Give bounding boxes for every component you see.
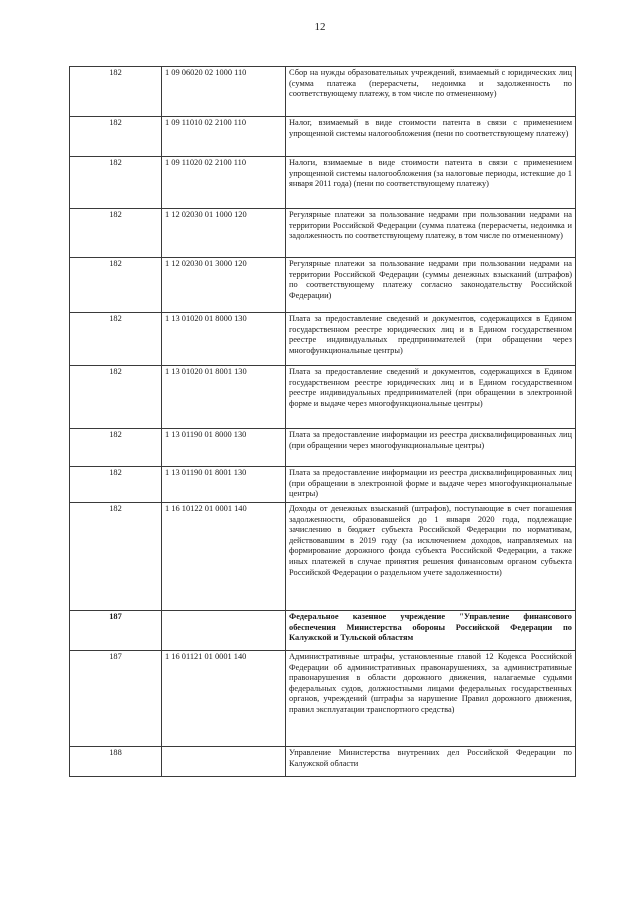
budget-code-cell: 1 09 06020 02 1000 110 bbox=[162, 67, 286, 117]
budget-code-cell: 1 16 01121 01 0001 140 bbox=[162, 651, 286, 747]
budget-code-cell: 1 13 01020 01 8001 130 bbox=[162, 366, 286, 429]
table-row bbox=[70, 258, 576, 313]
admin-code-cell: 182 bbox=[70, 258, 162, 313]
admin-code-cell: 182 bbox=[70, 429, 162, 467]
table-row bbox=[70, 67, 576, 117]
admin-code-cell: 182 bbox=[70, 366, 162, 429]
admin-code-cell: 182 bbox=[70, 503, 162, 611]
admin-code-cell: 182 bbox=[70, 157, 162, 209]
table-row bbox=[70, 366, 576, 429]
budget-code-cell bbox=[162, 747, 286, 777]
admin-code-cell: 187 bbox=[70, 611, 162, 651]
admin-code-cell: 182 bbox=[70, 67, 162, 117]
revenue-name-cell: Плата за предоставление информации из реестра дисквалифицированных лиц (при обращении в электронной форме и выдаче через многофункциональные центры) bbox=[286, 467, 576, 503]
table-row bbox=[70, 467, 576, 503]
organization-name-cell: Федеральное казенное учреждение "Управление финансового обеспечения Министерства обороны Российской Федерации по Калужской и Тульской областям bbox=[286, 611, 576, 651]
budget-code-cell: 1 09 11020 02 2100 110 bbox=[162, 157, 286, 209]
budget-code-cell: 1 13 01190 01 8000 130 bbox=[162, 429, 286, 467]
revenue-name-cell: Регулярные платежи за пользование недрами при пользовании недрами на территории Российской Федерации (сумма платежа (перерасчеты, недоимка и задолженность по соответствующему платежу, в том числе по отмененному) bbox=[286, 209, 576, 258]
table-row bbox=[70, 313, 576, 366]
page-number: 12 bbox=[314, 21, 326, 33]
revenue-name-cell: Плата за предоставление сведений и документов, содержащихся в Едином государственном реестре юридических лиц и в Едином государственном реестре индивидуальных предпринимателей (при обращении через многофункциональные центры) bbox=[286, 313, 576, 366]
table-row bbox=[70, 503, 576, 611]
budget-code-cell: 1 12 02030 01 1000 120 bbox=[162, 209, 286, 258]
admin-code-cell: 187 bbox=[70, 651, 162, 747]
budget-code-cell: 1 13 01020 01 8000 130 bbox=[162, 313, 286, 366]
revenue-name-cell: Доходы от денежных взысканий (штрафов), поступающие в счет погашения задолженности, образовавшейся до 1 января 2020 года, подлежащие зачислению в бюджет субъекта Российской Федерации по нормативам, действовавшим в 2019 году (за исключением доходов, направляемых на формирование дорожного фонда субъекта Российской Федерации, а также иных платежей в случае принятия решения финансовым органом субъекта Российской Федерации о раздельном учете задолженности) bbox=[286, 503, 576, 611]
admin-code-cell: 182 bbox=[70, 467, 162, 503]
table-row bbox=[70, 117, 576, 157]
revenue-name-cell: Административные штрафы, установленные главой 12 Кодекса Российской Федерации об административных правонарушениях, за административные правонарушения в области дорожного движения, налагаемые судьями федеральных судов, должностными лицами федеральных государственных органов, учреждений (штрафы за нарушение Правил дорожного движения, правил эксплуатации транспортного средства) bbox=[286, 651, 576, 747]
budget-code-cell: 1 13 01190 01 8001 130 bbox=[162, 467, 286, 503]
revenue-name-cell: Налоги, взимаемые в виде стоимости патента в связи с применением упрощенной системы налогообложения (за налоговые периоды, истекшие до 1 января 2011 года) (пени по соответствующему платежу) bbox=[286, 157, 576, 209]
admin-code-cell: 188 bbox=[70, 747, 162, 777]
revenue-name-cell: Регулярные платежи за пользование недрами при пользовании недрами на территории Российской Федерации (суммы денежных взысканий (штрафов) по соответствующему платежу согласно законодательству Российской Федерации) bbox=[286, 258, 576, 313]
revenue-codes-table bbox=[69, 66, 576, 777]
admin-code-cell: 182 bbox=[70, 117, 162, 157]
budget-code-cell bbox=[162, 611, 286, 651]
revenue-name-cell: Налог, взимаемый в виде стоимости патента в связи с применением упрощенной системы налогообложения (пени по соответствующему платежу) bbox=[286, 117, 576, 157]
budget-code-cell: 1 12 02030 01 3000 120 bbox=[162, 258, 286, 313]
admin-code-cell: 182 bbox=[70, 313, 162, 366]
table-row-organization bbox=[70, 747, 576, 777]
revenue-name-cell: Сбор на нужды образовательных учреждений, взимаемый с юридических лиц (сумма платежа (перерасчеты, недоимка и задолженность по соответствующему платежу, в том числе по отмененному) bbox=[286, 67, 576, 117]
admin-code-cell: 182 bbox=[70, 209, 162, 258]
table-row-organization bbox=[70, 611, 576, 651]
budget-code-cell: 1 16 10122 01 0001 140 bbox=[162, 503, 286, 611]
revenue-name-cell: Плата за предоставление информации из реестра дисквалифицированных лиц (при обращении через многофункциональные центры) bbox=[286, 429, 576, 467]
table-row bbox=[70, 429, 576, 467]
table-row bbox=[70, 651, 576, 747]
organization-name-cell: Управление Министерства внутренних дел Российской Федерации по Калужской области bbox=[286, 747, 576, 777]
budget-code-cell: 1 09 11010 02 2100 110 bbox=[162, 117, 286, 157]
revenue-name-cell: Плата за предоставление сведений и документов, содержащихся в Едином государственном реестре юридических лиц и в Едином государственном реестре индивидуальных предпринимателей (при обращении в электронной форме и выдаче через многофункциональные центры) bbox=[286, 366, 576, 429]
table-row bbox=[70, 157, 576, 209]
table-row bbox=[70, 209, 576, 258]
